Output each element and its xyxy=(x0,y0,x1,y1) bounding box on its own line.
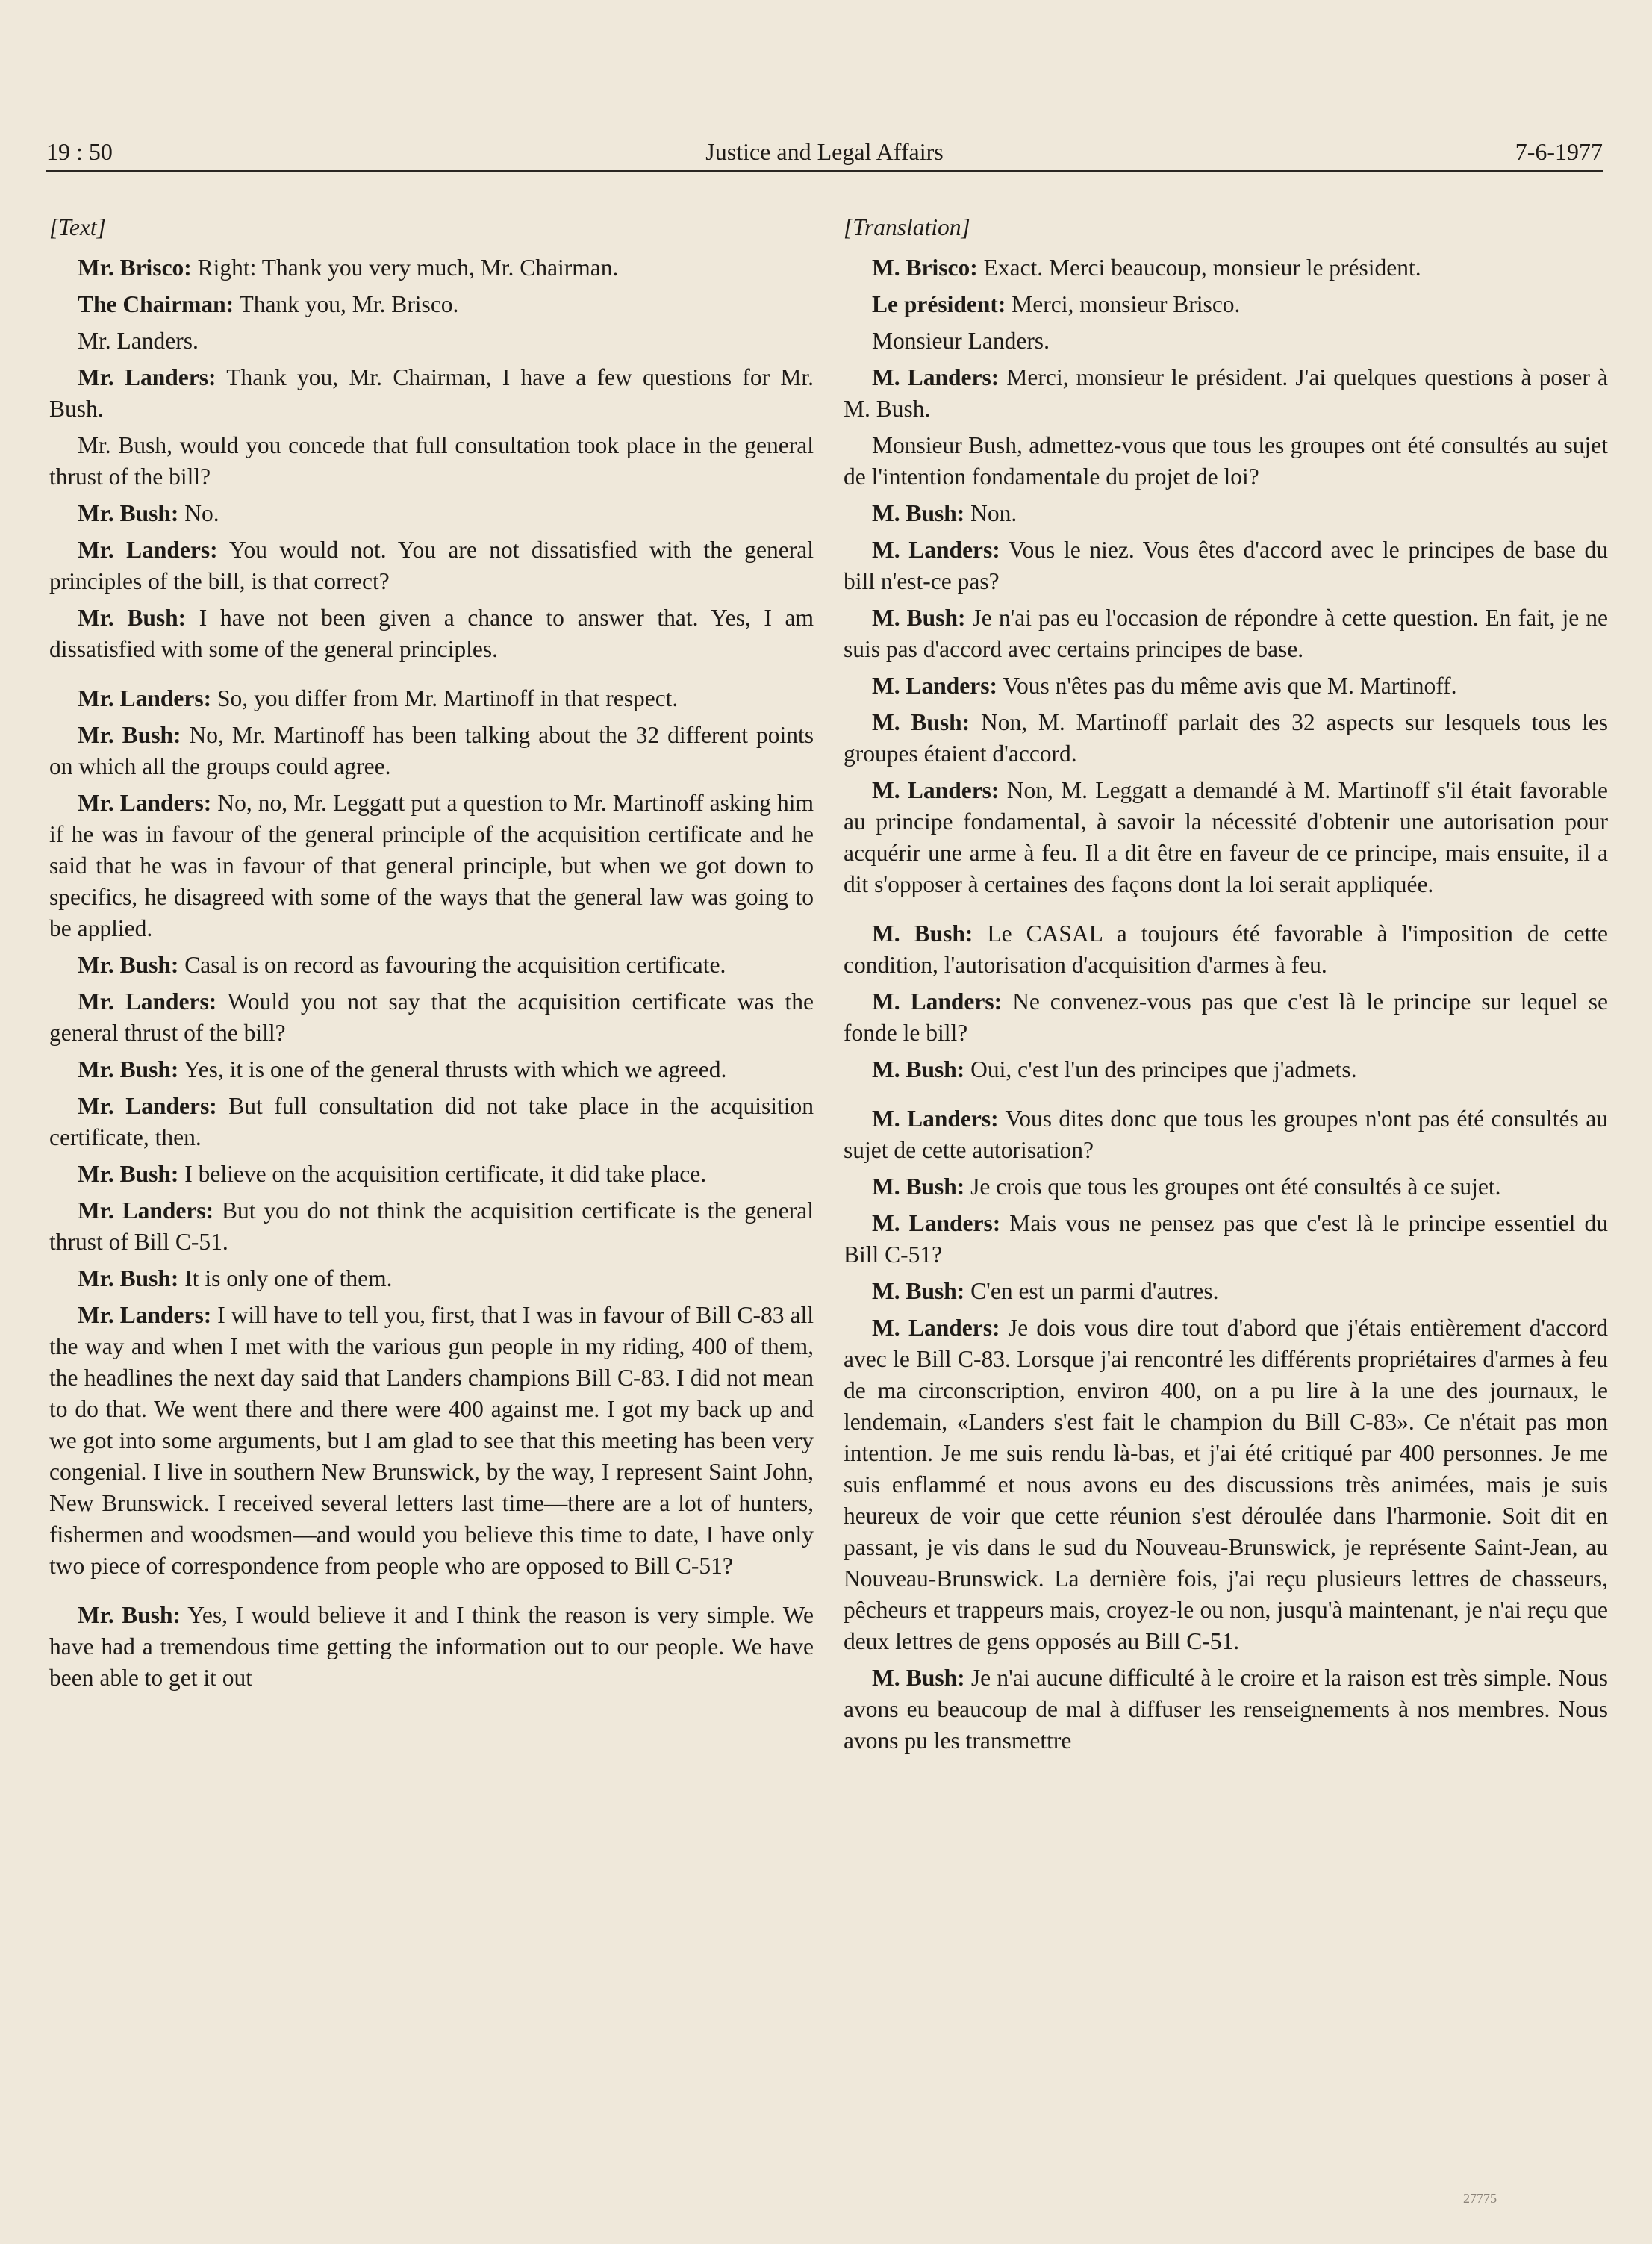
transcript-paragraph xyxy=(49,602,814,665)
speech-text: Mais vous ne pensez pas que c'est là le principe essentiel du Bill C-51? xyxy=(844,1210,1608,1268)
speaker-name: M. Bush: xyxy=(872,1174,965,1200)
speaker-name: M. Landers: xyxy=(872,988,1003,1015)
transcript-paragraph xyxy=(49,498,814,529)
header-rule xyxy=(46,170,1603,172)
speech-text: Monsieur Landers. xyxy=(872,328,1050,354)
transcript-paragraph xyxy=(49,362,814,425)
speech-text: It is only one of them. xyxy=(178,1265,393,1291)
speaker-name: Mr. Bush: xyxy=(78,722,181,748)
speech-text: No. xyxy=(178,500,219,526)
transcript-paragraph xyxy=(844,1054,1608,1085)
speech-text: Non, M. Leggatt a demandé à M. Martinoff s'il était favorable au principe fondamental, à savoir la nécessité d'obtenir une autorisation pour acquérir une arme à feu. Il a dit être en faveur de ce principe, mais ensuite, il a dit s'opposer à certaines des façons dont la loi serait appliquée. xyxy=(844,777,1608,897)
transcript-paragraph xyxy=(49,683,814,714)
transcript-paragraph xyxy=(49,1263,814,1294)
speaker-name: Mr. Landers: xyxy=(78,537,218,563)
speaker-name: M. Landers: xyxy=(872,1210,1001,1236)
transcript-paragraph xyxy=(844,1171,1608,1203)
speaker-name: Mr. Landers: xyxy=(78,1093,217,1119)
speaker-name: Mr. Landers: xyxy=(78,685,212,711)
transcript-paragraph xyxy=(49,534,814,597)
speech-text: No, no, Mr. Leggatt put a question to Mr. Martinoff asking him if he was in favour of the general principle of the acquisition certificate and he said that he was in favour of that general principle, but when we got down to specifics, he disagreed with some of the ways that the general law was going to be applied. xyxy=(49,790,814,941)
speech-text: Merci, monsieur Brisco. xyxy=(1006,291,1241,317)
speaker-name: M. Bush: xyxy=(872,605,966,631)
speech-text: Je n'ai pas eu l'occasion de répondre à cette question. En fait, je ne suis pas d'accord avec certains principes de base. xyxy=(844,605,1609,662)
speech-text: Right: Thank you very much, Mr. Chairman. xyxy=(191,255,619,281)
speaker-name: Le président: xyxy=(872,291,1006,317)
speech-text: Mr. Landers. xyxy=(78,328,199,354)
transcript-paragraph xyxy=(844,430,1608,493)
speaker-name: Mr. Landers: xyxy=(78,1302,212,1328)
speech-text: Thank you, Mr. Chairman, I have a few questions for Mr. Bush. xyxy=(49,364,814,422)
transcript-paragraph xyxy=(49,1600,814,1694)
transcript-paragraph xyxy=(49,430,814,493)
transcript-paragraph xyxy=(49,1159,814,1190)
speaker-name: M. Bush: xyxy=(872,1278,965,1304)
speech-text: So, you differ from Mr. Martinoff in that respect. xyxy=(211,685,679,711)
speech-text: Vous n'êtes pas du même avis que M. Martinoff. xyxy=(997,673,1457,699)
speech-text: Yes, it is one of the general thrusts with which we agreed. xyxy=(178,1056,727,1082)
speaker-name: M. Landers: xyxy=(872,1106,999,1132)
transcript-paragraph xyxy=(49,289,814,320)
transcript-paragraph xyxy=(844,670,1608,702)
transcript-paragraph xyxy=(49,252,814,284)
speaker-name: M. Brisco: xyxy=(872,255,978,281)
speaker-name: M. Landers: xyxy=(872,537,1000,563)
footer-mark: 27775 xyxy=(1463,2191,1497,2206)
french-column xyxy=(844,212,1608,1762)
page-number: 19 : 50 xyxy=(46,138,113,165)
speaker-name: The Chairman: xyxy=(78,291,234,317)
transcript-paragraph xyxy=(844,1312,1608,1657)
transcript-paragraph xyxy=(844,707,1608,770)
column-label: [Translation] xyxy=(844,214,970,240)
speaker-name: Mr. Bush: xyxy=(78,1265,179,1291)
speech-text: Ne convenez-vous pas que c'est là le principe sur lequel se fonde le bill? xyxy=(844,988,1608,1046)
speech-text: But you do not think the acquisition certificate is the general thrust of Bill C-51. xyxy=(49,1197,814,1255)
transcript-paragraph xyxy=(844,775,1608,900)
speaker-name: Mr. Brisco: xyxy=(78,255,192,281)
speech-text: Merci, monsieur le président. J'ai quelques questions à poser à M. Bush. xyxy=(844,364,1608,422)
speech-text: C'en est un parmi d'autres. xyxy=(964,1278,1219,1304)
speaker-name: Mr. Landers: xyxy=(78,364,216,390)
speech-text: Exact. Merci beaucoup, monsieur le président. xyxy=(977,255,1421,281)
transcript-paragraph xyxy=(844,362,1608,425)
transcript-paragraph xyxy=(49,986,814,1049)
speech-text: Vous dites donc que tous les groupes n'ont pas été consultés au sujet de cette autorisation? xyxy=(844,1106,1608,1163)
speaker-name: Mr. Bush: xyxy=(78,1056,179,1082)
speech-text: Monsieur Bush, admettez-vous que tous les groupes ont été consultés au sujet de l'intention fondamentale du projet de loi? xyxy=(844,432,1608,490)
speaker-name: Mr. Bush: xyxy=(78,952,179,978)
page-header xyxy=(46,131,1603,166)
speech-text: I have not been given a chance to answer that. Yes, I am dissatisfied with some of the general principles. xyxy=(49,605,814,662)
transcript-paragraph xyxy=(49,1091,814,1153)
speech-text: Mr. Bush, would you concede that full consultation took place in the general thrust of the bill? xyxy=(49,432,814,490)
speech-text: Vous le niez. Vous êtes d'accord avec le principes de base du bill n'est-ce pas? xyxy=(844,537,1608,594)
english-column xyxy=(49,212,814,1699)
page-title: Justice and Legal Affairs xyxy=(705,138,944,165)
speech-text: Je crois que tous les groupes ont été consultés à ce sujet. xyxy=(964,1174,1501,1200)
speaker-name: M. Landers: xyxy=(872,777,1000,803)
transcript-paragraph xyxy=(49,325,814,357)
transcript-paragraph xyxy=(844,289,1608,320)
speech-text: You would not. You are not dissatisfied with the general principles of the bill, is that correct? xyxy=(49,537,814,594)
speech-text: Non, M. Martinoff parlait des 32 aspects sur lesquels tous les groupes étaient d'accord. xyxy=(844,709,1609,767)
transcript-paragraph xyxy=(844,1662,1608,1757)
speaker-name: Mr. Landers: xyxy=(78,1197,214,1224)
speech-text: Le CASAL a toujours été favorable à l'imposition de cette condition, l'autorisation d'acquisition d'armes à feu. xyxy=(844,920,1609,978)
speech-text: Je dois vous dire tout d'abord que j'étais entièrement d'accord avec le Bill C-83. Lorsque j'ai rencontré les différents propriétaires d'armes à feu de ma circonscription, environ 400, on a pu lire à la une des journaux, le lendemain, «Landers s'est fait le champion du Bill C-83». Ce n'était pas mon intention. Je me suis rendu là-bas, et j'ai été critiqué par 400 personnes. Je me suis enflammé et nous avons eu des discussions très animées, mais je suis heureux de voir que cette réunion s'est déroulée dans l'harmonie. Soit dit en passant, je vis dans le sud du Nouveau-Brunswick, je représente Saint-Jean, au Nouveau-Brunswick. La dernière fois, j'ai reçu plusieurs lettres de chasseurs, pêcheurs et trappeurs mais, croyez-le ou non, jusqu'à maintenant, je n'ai reçu que deux lettres de gens opposés au Bill C-51. xyxy=(844,1315,1608,1654)
transcript-paragraph xyxy=(844,1208,1608,1271)
speaker-name: Mr. Bush: xyxy=(78,605,187,631)
speaker-name: Mr. Bush: xyxy=(78,500,179,526)
transcript-paragraph xyxy=(844,534,1608,597)
speaker-name: M. Bush: xyxy=(872,920,973,947)
transcript-paragraph xyxy=(49,720,814,782)
speaker-name: Mr. Bush: xyxy=(78,1161,179,1187)
speech-text: Yes, I would believe it and I think the reason is very simple. We have had a tremendous time getting the information out to our people. We have been able to get it out xyxy=(49,1602,814,1691)
transcript-paragraph xyxy=(49,788,814,944)
speech-text: Casal is on record as favouring the acquisition certificate. xyxy=(178,952,726,978)
speaker-name: M. Bush: xyxy=(872,1056,965,1082)
transcript-paragraph xyxy=(844,986,1608,1049)
transcript-paragraph xyxy=(844,325,1608,357)
transcript-paragraph xyxy=(844,918,1608,981)
speaker-name: M. Landers: xyxy=(872,364,1000,390)
speaker-name: Mr. Landers: xyxy=(78,790,212,816)
column-label: [Text] xyxy=(49,214,106,240)
speech-text: But full consultation did not take place in the acquisition certificate, then. xyxy=(49,1093,814,1150)
transcript-paragraph xyxy=(844,1103,1608,1166)
speech-text: Non. xyxy=(964,500,1017,526)
speaker-name: M. Landers: xyxy=(872,1315,1000,1341)
transcript-paragraph xyxy=(49,1054,814,1085)
transcript-paragraph xyxy=(844,602,1608,665)
transcript-paragraph xyxy=(844,252,1608,284)
transcript-paragraph xyxy=(844,1276,1608,1307)
transcript-paragraph xyxy=(49,1195,814,1258)
speech-text: I believe on the acquisition certificate, it did take place. xyxy=(178,1161,707,1187)
transcript-paragraph xyxy=(49,950,814,981)
transcript-paragraph xyxy=(49,1300,814,1582)
speaker-name: M. Bush: xyxy=(872,1665,965,1691)
speaker-name: Mr. Bush: xyxy=(78,1602,181,1628)
speech-text: Would you not say that the acquisition certificate was the general thrust of the bill? xyxy=(49,988,814,1046)
speaker-name: Mr. Landers: xyxy=(78,988,217,1015)
speaker-name: M. Bush: xyxy=(872,500,965,526)
speech-text: Oui, c'est l'un des principes que j'admets. xyxy=(964,1056,1357,1082)
speech-text: I will have to tell you, first, that I was in favour of Bill C-83 all the way and when I met with the various gun people in my riding, 400 of them, the headlines the next day said that Landers champions Bill C-83. I did not mean to do that. We went there and there were 400 against me. I got my back up and we got into some arguments, but I am glad to see that this meeting has been very congenial. I live in southern New Brunswick, by the way, I represent Saint John, New Brunswick. I received several letters last time—there are a lot of hunters, fishermen and woodsmen—and would you believe this time to date, I have only two piece of correspondence from people who are opposed to Bill C-51? xyxy=(49,1302,814,1579)
speaker-name: M. Landers: xyxy=(872,673,997,699)
speaker-name: M. Bush: xyxy=(872,709,970,735)
speech-text: Je n'ai aucune difficulté à le croire et la raison est très simple. Nous avons eu beaucoup de mal à diffuser les renseignements à nos membres. Nous avons pu les transmettre xyxy=(844,1665,1608,1754)
speech-text: Thank you, Mr. Brisco. xyxy=(234,291,459,317)
transcript-paragraph xyxy=(844,498,1608,529)
speech-text: No, Mr. Martinoff has been talking about the 32 different points on which all the groups could agree. xyxy=(49,722,814,779)
page-date: 7-6-1977 xyxy=(1515,138,1603,165)
